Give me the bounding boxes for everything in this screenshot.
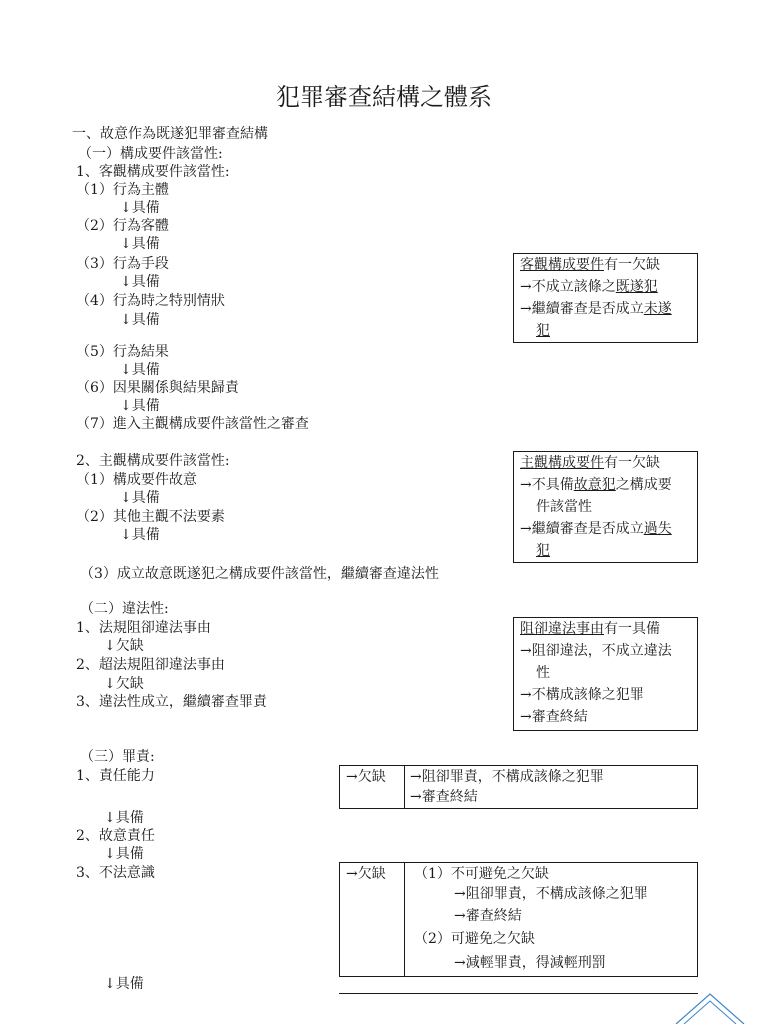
page-title: 犯罪審查結構之體系 [276, 83, 492, 111]
item-heading: 1、法規阻卻違法事由 [76, 620, 211, 636]
box-line: →審查終結 [410, 789, 478, 805]
arrow-note: ↓具備 [120, 362, 160, 378]
box-line: 件該當性 [536, 499, 592, 515]
list-item: （7）進入主觀構成要件該當性之審查 [76, 416, 309, 432]
arrow-note: ↓具備 [120, 274, 160, 290]
arrow-note: ↓具備 [104, 846, 144, 862]
box-line: →減輕罪責，得減輕刑罰 [454, 955, 606, 971]
list-item: （6）因果關係與結果歸責 [76, 380, 239, 396]
list-item: （3）成立故意既遂犯之構成要件該當性，繼續審查違法性 [80, 566, 439, 582]
box-line: →阻卻罪責，不構成該條之犯罪 [454, 886, 648, 902]
capacity-lack-box [339, 765, 698, 809]
item-heading: 2、超法規阻卻違法事由 [76, 657, 225, 673]
arrow-note: ↓具備 [120, 398, 160, 414]
box-line: 犯 [536, 323, 550, 339]
corner-diamond-icon [670, 990, 768, 1024]
item-heading: 1、客觀構成要件該當性: [76, 164, 230, 180]
box-line: →不構成該條之犯罪 [520, 687, 644, 703]
box-line: （1）不可避免之欠缺 [414, 866, 549, 882]
box-line: →繼續審查是否成立未遂 [520, 301, 672, 317]
box-line: （2）可避免之欠缺 [414, 931, 535, 947]
item-heading: 2、主觀構成要件該當性: [76, 453, 230, 469]
cell-divider [404, 766, 405, 808]
list-item: （1）構成要件故意 [76, 472, 197, 488]
list-item: （5）行為結果 [76, 344, 169, 360]
cell-divider [404, 863, 405, 976]
box-line: 主觀構成要件有一欠缺 [520, 455, 660, 471]
item-heading: 3、違法性成立，繼續審查罪責 [76, 694, 267, 710]
bottom-rule [339, 993, 698, 994]
box-line: →阻卻罪責，不構成該條之犯罪 [410, 769, 604, 785]
box-line: 阻卻違法事由有一具備 [520, 621, 660, 637]
section-heading: 一、故意作為既遂犯罪審查結構 [72, 126, 268, 142]
box-line: →不具備故意犯之構成要 [520, 477, 672, 493]
arrow-note: ↓欠缺 [104, 638, 144, 654]
list-item: （1）行為主體 [76, 182, 169, 198]
box-line: →審查終結 [520, 709, 588, 725]
list-item: （4）行為時之特別情狀 [76, 293, 225, 309]
box-line: →審查終結 [454, 908, 522, 924]
subsection-heading: （三）罪責: [80, 749, 155, 765]
box-left-cell: →欠缺 [346, 769, 386, 785]
arrow-note: ↓具備 [120, 236, 160, 252]
subsection-heading: （一）構成要件該當性: [78, 146, 223, 162]
box-line: →不成立該條之既遂犯 [520, 279, 658, 295]
box-line: →阻卻違法，不成立違法 [520, 643, 672, 659]
subjective-deficiency-box [513, 451, 698, 563]
box-line: 客觀構成要件有一欠缺 [520, 257, 660, 273]
arrow-note: ↓具備 [120, 527, 160, 543]
box-line: →繼續審查是否成立過失 [520, 521, 672, 537]
box-left-cell: →欠缺 [346, 866, 386, 882]
list-item: （3）行為手段 [76, 256, 169, 272]
arrow-note: ↓具備 [120, 200, 160, 216]
arrow-note: ↓具備 [120, 312, 160, 328]
item-heading: 1、責任能力 [76, 768, 155, 784]
arrow-note: ↓具備 [104, 810, 144, 826]
arrow-note: ↓具備 [104, 976, 144, 992]
subsection-heading: （二）違法性: [80, 601, 169, 617]
arrow-note: ↓欠缺 [104, 676, 144, 692]
item-heading: 2、故意責任 [76, 828, 155, 844]
arrow-note: ↓具備 [120, 490, 160, 506]
list-item: （2）行為客體 [76, 218, 169, 234]
objective-deficiency-box [513, 253, 698, 343]
box-line: 性 [536, 665, 550, 681]
awareness-lack-box [339, 862, 698, 977]
justification-box [513, 617, 698, 731]
list-item: （2）其他主觀不法要素 [76, 509, 225, 525]
item-heading: 3、不法意識 [76, 865, 155, 881]
box-line: 犯 [536, 543, 550, 559]
